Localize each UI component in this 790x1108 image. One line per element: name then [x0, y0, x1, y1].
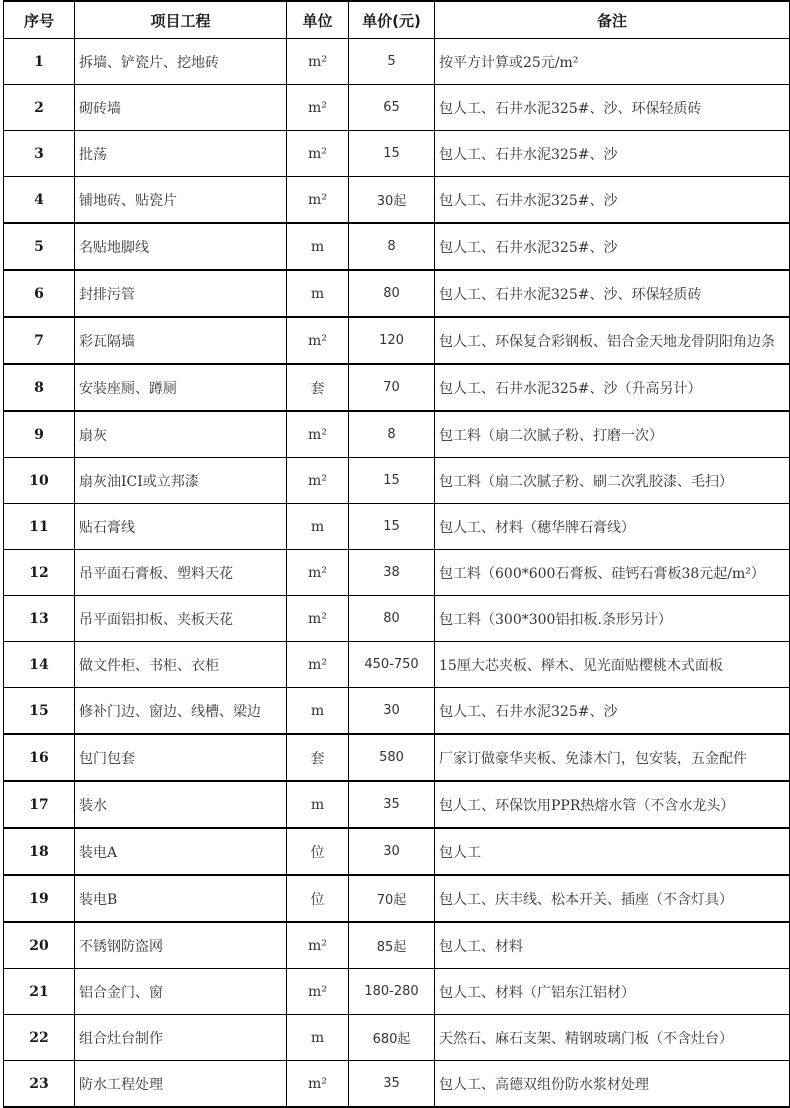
row-item — [75, 131, 287, 177]
row-item-text: 装水 — [79, 798, 107, 814]
row-unit-text: 位 — [311, 845, 325, 861]
table-row — [4, 875, 790, 922]
row-price — [349, 39, 435, 85]
row-item — [75, 411, 287, 458]
row-unit-text: 位 — [311, 892, 325, 908]
row-note-text: 包人工、庆丰线、松本开关、插座（不含灯具） — [439, 889, 789, 909]
row-unit — [287, 131, 349, 177]
row-item — [75, 828, 287, 875]
row-note — [435, 1015, 790, 1061]
row-number-text: 2 — [34, 100, 44, 116]
row-number-text: 7 — [34, 333, 44, 349]
table-row — [4, 270, 790, 317]
row-item — [75, 223, 287, 270]
row-item-text: 扇灰 — [79, 428, 107, 444]
table-row — [4, 596, 790, 642]
table-row — [4, 411, 790, 458]
row-unit-text: m² — [308, 611, 327, 627]
row-unit — [287, 270, 349, 317]
row-unit-text: m — [311, 703, 324, 719]
row-item-text: 封排污管 — [79, 287, 135, 303]
table-row — [4, 458, 790, 504]
table-row — [4, 85, 790, 131]
row-price — [349, 1061, 435, 1108]
row-item — [75, 364, 287, 411]
table-row — [4, 39, 790, 85]
row-note — [435, 39, 790, 85]
row-note-text: 天然石、麻石支架、精钢玻璃门板（不含灶台） — [439, 1028, 789, 1048]
row-number — [4, 317, 75, 364]
row-price — [349, 922, 435, 969]
row-price-text: 15 — [383, 519, 400, 534]
row-item-text: 名贴地脚线 — [79, 240, 149, 256]
row-price-text: 80 — [383, 611, 400, 626]
row-note-text: 包工料（300*300铝扣板.条形另计） — [439, 609, 789, 629]
row-unit-text: m² — [308, 100, 327, 116]
row-number — [4, 596, 75, 642]
table-row — [4, 550, 790, 596]
row-unit — [287, 39, 349, 85]
row-note — [435, 504, 790, 550]
row-unit-text: m — [311, 1030, 324, 1046]
row-number — [4, 550, 75, 596]
row-item — [75, 458, 287, 504]
row-item — [75, 39, 287, 85]
row-item-text: 批荡 — [79, 147, 107, 163]
row-number-text: 1 — [34, 54, 44, 70]
row-item-text: 修补门边、窗边、线槽、梁边 — [79, 704, 261, 720]
row-item-text: 铝合金门、窗 — [79, 985, 163, 1001]
row-note — [435, 317, 790, 364]
row-unit — [287, 596, 349, 642]
row-note-text: 包人工、石井水泥325#、沙、环保轻质砖 — [439, 98, 789, 118]
row-note-text: 包工料（扇二次腻子粉、打磨一次） — [439, 425, 789, 445]
table-row — [4, 828, 790, 875]
row-unit-text: 套 — [311, 751, 325, 767]
row-item — [75, 781, 287, 828]
row-item-text: 铺地砖、贴瓷片 — [79, 193, 177, 209]
row-price-text: 5 — [387, 54, 395, 69]
row-item-text: 组合灶台制作 — [79, 1031, 163, 1047]
row-unit — [287, 504, 349, 550]
header-note: 备注 — [435, 1, 790, 39]
row-number — [4, 969, 75, 1015]
row-number — [4, 1061, 75, 1108]
row-price-text: 30 — [383, 703, 400, 718]
row-note — [435, 223, 790, 270]
table-row — [4, 1015, 790, 1061]
row-unit — [287, 223, 349, 270]
row-price-text: 35 — [383, 1076, 400, 1091]
row-note — [435, 596, 790, 642]
row-note-text: 按平方计算或25元/m² — [439, 52, 789, 72]
row-note — [435, 642, 790, 688]
row-item-text: 砌砖墙 — [79, 101, 121, 117]
row-number — [4, 270, 75, 317]
row-unit — [287, 458, 349, 504]
table-row — [4, 734, 790, 781]
row-unit-text: m² — [308, 54, 327, 70]
row-item — [75, 875, 287, 922]
row-number — [4, 39, 75, 85]
row-note — [435, 922, 790, 969]
row-unit-text: m² — [308, 427, 327, 443]
row-price-text: 120 — [379, 333, 404, 348]
row-price-text: 70起 — [377, 893, 407, 908]
row-item — [75, 550, 287, 596]
row-price — [349, 1015, 435, 1061]
row-price — [349, 364, 435, 411]
table-row — [4, 969, 790, 1015]
row-note — [435, 688, 790, 735]
row-item — [75, 177, 287, 224]
row-note — [435, 364, 790, 411]
row-note — [435, 734, 790, 781]
row-number-text: 13 — [29, 611, 48, 627]
row-unit-text: m² — [308, 1076, 327, 1092]
row-note — [435, 875, 790, 922]
row-note-text: 包人工、石井水泥325#、沙、环保轻质砖 — [439, 284, 789, 304]
row-price-text: 8 — [387, 427, 395, 442]
row-item — [75, 642, 287, 688]
row-number-text: 3 — [34, 146, 44, 162]
row-price — [349, 875, 435, 922]
row-note — [435, 969, 790, 1015]
row-item — [75, 596, 287, 642]
row-price — [349, 270, 435, 317]
row-item — [75, 969, 287, 1015]
row-number — [4, 875, 75, 922]
row-item-text: 扇灰油ICI或立邦漆 — [79, 474, 199, 490]
row-price-text: 70 — [383, 380, 400, 395]
row-unit — [287, 969, 349, 1015]
row-unit — [287, 688, 349, 735]
row-unit — [287, 364, 349, 411]
row-unit-text: m² — [308, 938, 327, 954]
row-note-text: 包人工、石井水泥325#、沙 — [439, 190, 789, 210]
row-note — [435, 85, 790, 131]
row-unit — [287, 922, 349, 969]
table-row — [4, 504, 790, 550]
row-note-text: 包人工、石井水泥325#、沙 — [439, 237, 789, 257]
table-row — [4, 364, 790, 411]
table-row — [4, 131, 790, 177]
row-note-text: 包人工、材料（穗华牌石膏线） — [439, 517, 789, 537]
row-number-text: 5 — [34, 239, 44, 255]
row-note — [435, 131, 790, 177]
row-price-text: 580 — [379, 750, 404, 765]
row-item-text: 防水工程处理 — [79, 1077, 163, 1093]
row-unit — [287, 828, 349, 875]
row-unit-text: m — [311, 239, 324, 255]
row-number-text: 8 — [34, 380, 44, 396]
row-note — [435, 1061, 790, 1108]
row-unit-text: m² — [308, 657, 327, 673]
row-price — [349, 642, 435, 688]
row-note-text: 包工料（扇二次腻子粉、刷二次乳胶漆、毛扫） — [439, 471, 789, 491]
row-price-text: 450-750 — [364, 657, 418, 672]
row-item — [75, 270, 287, 317]
row-price — [349, 317, 435, 364]
row-number — [4, 688, 75, 735]
row-price-text: 35 — [383, 797, 400, 812]
row-note — [435, 411, 790, 458]
row-item — [75, 688, 287, 735]
row-unit — [287, 317, 349, 364]
row-price — [349, 828, 435, 875]
row-item-text: 不锈钢防盗网 — [79, 939, 163, 955]
row-price — [349, 131, 435, 177]
row-price-text: 15 — [383, 146, 400, 161]
row-unit — [287, 550, 349, 596]
row-item — [75, 1015, 287, 1061]
row-number — [4, 131, 75, 177]
row-price — [349, 969, 435, 1015]
row-number — [4, 1015, 75, 1061]
row-unit-text: m² — [308, 565, 327, 581]
row-number — [4, 828, 75, 875]
row-price — [349, 550, 435, 596]
row-unit — [287, 411, 349, 458]
row-unit — [287, 85, 349, 131]
row-item-text: 彩瓦隔墙 — [79, 334, 135, 350]
row-price-text: 8 — [387, 239, 395, 254]
row-number — [4, 458, 75, 504]
row-item-text: 拆墙、铲瓷片、挖地砖 — [79, 55, 219, 71]
row-note-text: 包人工、环保饮用PPR热熔水管（不含水龙头） — [439, 795, 789, 815]
row-price-text: 30 — [383, 844, 400, 859]
table-row — [4, 223, 790, 270]
row-item — [75, 85, 287, 131]
row-item-text: 包门包套 — [79, 751, 135, 767]
row-item — [75, 317, 287, 364]
row-note-text: 厂家订做豪华夹板、免漆木门，包安装，五金配件 — [439, 748, 789, 768]
header-unit: 单位 — [287, 1, 349, 39]
row-item — [75, 1061, 287, 1108]
row-note-text: 包人工、石井水泥325#、沙（升高另计） — [439, 378, 789, 398]
row-number-text: 19 — [29, 891, 48, 907]
row-number-text: 9 — [34, 427, 44, 443]
header-no: 序号 — [4, 1, 75, 39]
row-item-text: 装电B — [79, 892, 117, 908]
row-item-text: 安装座厕、蹲厕 — [79, 381, 177, 397]
row-unit-text: m² — [308, 473, 327, 489]
row-number-text: 4 — [34, 192, 44, 208]
row-number — [4, 85, 75, 131]
row-price — [349, 458, 435, 504]
row-note-text: 包人工、石井水泥325#、沙 — [439, 701, 789, 721]
row-unit — [287, 1015, 349, 1061]
row-unit-text: m — [311, 797, 324, 813]
row-item-text: 吊平面铝扣板、夹板天花 — [79, 612, 233, 628]
header-row — [4, 1, 790, 39]
row-note-text: 包人工、高德双组份防水浆材处理 — [439, 1074, 789, 1094]
row-item — [75, 734, 287, 781]
row-number-text: 6 — [34, 286, 44, 302]
price-table — [3, 0, 790, 1108]
row-price — [349, 223, 435, 270]
row-price-text: 65 — [383, 100, 400, 115]
row-item-text: 装电A — [79, 845, 117, 861]
header-item: 项目工程 — [75, 1, 287, 39]
row-unit-text: m² — [308, 192, 327, 208]
row-price-text: 680起 — [373, 1032, 411, 1047]
row-unit-text: m² — [308, 146, 327, 162]
row-unit-text: m² — [308, 984, 327, 1000]
table-row — [4, 781, 790, 828]
row-note — [435, 828, 790, 875]
row-number-text: 23 — [29, 1076, 48, 1092]
row-note-text: 15厘大芯夹板、榉木、见光面贴樱桃木式面板 — [439, 655, 789, 675]
row-unit-text: m² — [308, 333, 327, 349]
table-row — [4, 688, 790, 735]
table-row — [4, 1061, 790, 1108]
row-number-text: 17 — [29, 797, 48, 813]
row-note-text: 包工料（600*600石膏板、硅钙石膏板38元起/m²） — [439, 563, 789, 583]
row-unit-text: m — [311, 519, 324, 535]
row-number-text: 18 — [29, 844, 48, 860]
row-note-text: 包人工、石井水泥325#、沙 — [439, 144, 789, 164]
row-note-text: 包人工、材料 — [439, 936, 789, 956]
row-price — [349, 85, 435, 131]
row-unit — [287, 781, 349, 828]
table-row — [4, 317, 790, 364]
row-number-text: 10 — [29, 473, 48, 489]
row-price-text: 38 — [383, 565, 400, 580]
row-note-text: 包人工 — [439, 842, 789, 862]
row-number-text: 20 — [29, 938, 48, 954]
row-price — [349, 177, 435, 224]
row-note — [435, 270, 790, 317]
row-number — [4, 504, 75, 550]
row-number-text: 21 — [29, 984, 48, 1000]
row-price-text: 15 — [383, 473, 400, 488]
row-price — [349, 596, 435, 642]
row-note — [435, 458, 790, 504]
row-number-text: 14 — [29, 657, 48, 673]
row-number-text: 16 — [29, 750, 48, 766]
row-price — [349, 734, 435, 781]
table-row — [4, 177, 790, 224]
table-row — [4, 642, 790, 688]
row-price — [349, 411, 435, 458]
table-row — [4, 922, 790, 969]
row-unit — [287, 875, 349, 922]
row-note-text: 包人工、环保复合彩钢板、铝合金天地龙骨阴阳角边条 — [439, 331, 789, 351]
row-number-text: 22 — [29, 1030, 48, 1046]
table-body — [4, 39, 790, 1108]
row-note — [435, 781, 790, 828]
row-note — [435, 550, 790, 596]
row-number — [4, 734, 75, 781]
row-number — [4, 781, 75, 828]
row-price-text: 80 — [383, 286, 400, 301]
row-price-text: 180-280 — [364, 984, 418, 999]
row-item — [75, 922, 287, 969]
row-price — [349, 688, 435, 735]
row-unit-text: m — [311, 286, 324, 302]
row-unit-text: 套 — [311, 381, 325, 397]
row-note — [435, 177, 790, 224]
row-price-text: 85起 — [377, 940, 407, 955]
row-number — [4, 642, 75, 688]
row-price — [349, 504, 435, 550]
row-item — [75, 504, 287, 550]
row-price — [349, 781, 435, 828]
row-unit — [287, 177, 349, 224]
row-number — [4, 922, 75, 969]
row-unit — [287, 1061, 349, 1108]
row-price-text: 30起 — [377, 194, 407, 209]
row-number-text: 12 — [29, 565, 48, 581]
row-unit — [287, 642, 349, 688]
row-number-text: 15 — [29, 703, 48, 719]
row-number — [4, 411, 75, 458]
row-number-text: 11 — [29, 519, 48, 535]
row-item-text: 吊平面石膏板、塑料天花 — [79, 566, 233, 582]
row-unit — [287, 734, 349, 781]
row-number — [4, 177, 75, 224]
row-item-text: 做文件柜、书柜、衣柜 — [79, 658, 219, 674]
header-price: 单价(元) — [349, 1, 435, 39]
row-number — [4, 364, 75, 411]
row-number — [4, 223, 75, 270]
row-note-text: 包人工、材料（广铝东江铝材） — [439, 982, 789, 1002]
row-item-text: 贴石膏线 — [79, 520, 135, 536]
